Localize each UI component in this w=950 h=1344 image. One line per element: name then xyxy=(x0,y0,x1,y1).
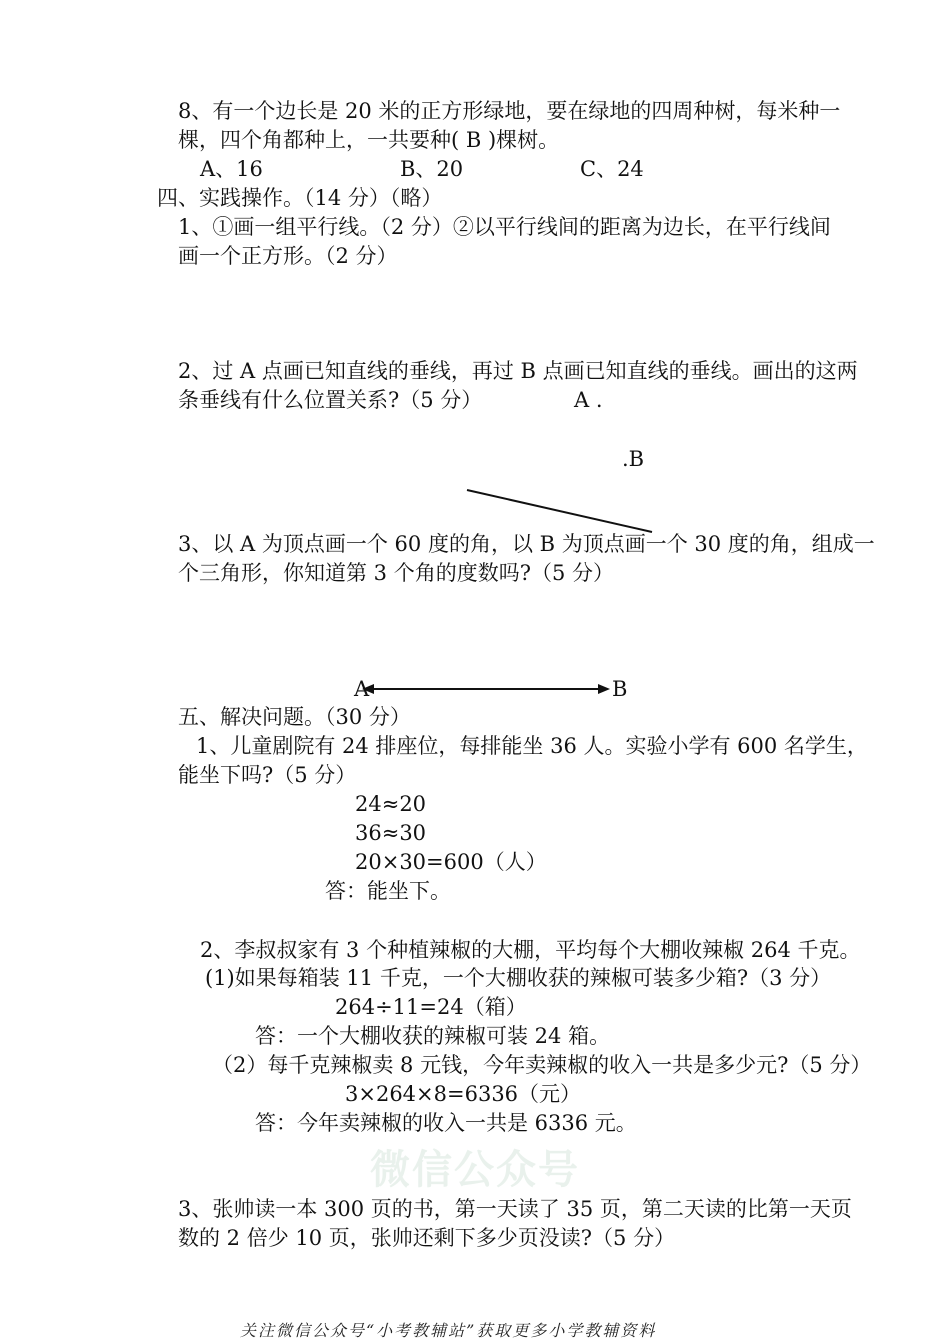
s4-q2-line1: 2、过 A 点画已知直线的垂线，再过 B 点画已知直线的垂线。画出的这两 xyxy=(178,359,858,383)
s4-q1-line1: 1、①画一组平行线。（2 分）②以平行线间的距离为边长，在平行线间 xyxy=(178,215,831,239)
point-a-label: A . xyxy=(574,388,603,412)
s5-q2-part2-answer: 答：今年卖辣椒的收入一共是 6336 元。 xyxy=(255,1111,637,1135)
arrow-right-icon xyxy=(598,684,610,694)
given-line xyxy=(467,490,652,532)
section5-heading: 五、解决问题。（30 分） xyxy=(178,705,411,729)
q8-option-a: A、16 xyxy=(200,157,263,181)
s5-q2-part2-work: 3×264×8=6336（元） xyxy=(345,1082,582,1106)
s5-q1-work-2: 36≈30 xyxy=(355,821,427,845)
q8-line2: 棵，四个角都种上，一共要种( B )棵树。 xyxy=(178,128,560,152)
segment-label-a: A xyxy=(354,677,370,701)
s5-q1-work-1: 24≈20 xyxy=(355,792,427,816)
s5-q2-part1-work: 264÷11=24（箱） xyxy=(335,995,527,1019)
footer-note: 关注微信公众号“小考教辅站”获取更多小学教辅资料 xyxy=(240,1321,657,1340)
watermark: 微信公众号 xyxy=(370,1147,580,1193)
s5-q2-part2: （2）每千克辣椒卖 8 元钱，今年卖辣椒的收入一共是多少元?（5 分） xyxy=(212,1053,872,1077)
s5-q2-part1-answer: 答：一个大棚收获的辣椒可装 24 箱。 xyxy=(255,1024,611,1048)
s5-q1-line2: 能坐下吗?（5 分） xyxy=(178,763,357,787)
s5-q2-intro: 2、李叔叔家有 3 个种植辣椒的大棚，平均每个大棚收辣椒 264 千克。 xyxy=(200,938,861,962)
s4-q3-line1: 3、以 A 为顶点画一个 60 度的角，以 B 为顶点画一个 30 度的角，组成一 xyxy=(178,532,875,556)
point-b-label: .B xyxy=(622,447,645,471)
s5-q3-line1: 3、张帅读一本 300 页的书，第一天读了 35 页，第二天读的比第一天页 xyxy=(178,1197,852,1221)
segment-label-b: B xyxy=(612,677,628,701)
q8-option-b: B、20 xyxy=(400,157,464,181)
s5-q1-answer: 答：能坐下。 xyxy=(325,879,451,903)
s4-q3-line2: 个三角形，你知道第 3 个角的度数吗?（5 分） xyxy=(178,561,615,585)
s5-q3-line2: 数的 2 倍少 10 页，张帅还剩下多少页没读?（5 分） xyxy=(178,1226,676,1250)
s5-q1-work-3: 20×30=600（人） xyxy=(355,850,547,874)
s5-q1-line1: 1、儿童剧院有 24 排座位，每排能坐 36 人。实验小学有 600 名学生， xyxy=(196,734,868,758)
s4-q1-line2: 画一个正方形。（2 分） xyxy=(178,244,398,268)
s5-q2-part1: (1)如果每箱装 11 千克，一个大棚收获的辣椒可装多少箱?（3 分） xyxy=(205,966,832,990)
q8-line1: 8、有一个边长是 20 米的正方形绿地，要在绿地的四周种树，每米种一 xyxy=(178,99,841,123)
s4-q2-line2: 条垂线有什么位置关系?（5 分） xyxy=(178,388,483,412)
section4-heading: 四、实践操作。（14 分）（略） xyxy=(157,186,443,210)
q8-option-c: C、24 xyxy=(580,157,644,181)
